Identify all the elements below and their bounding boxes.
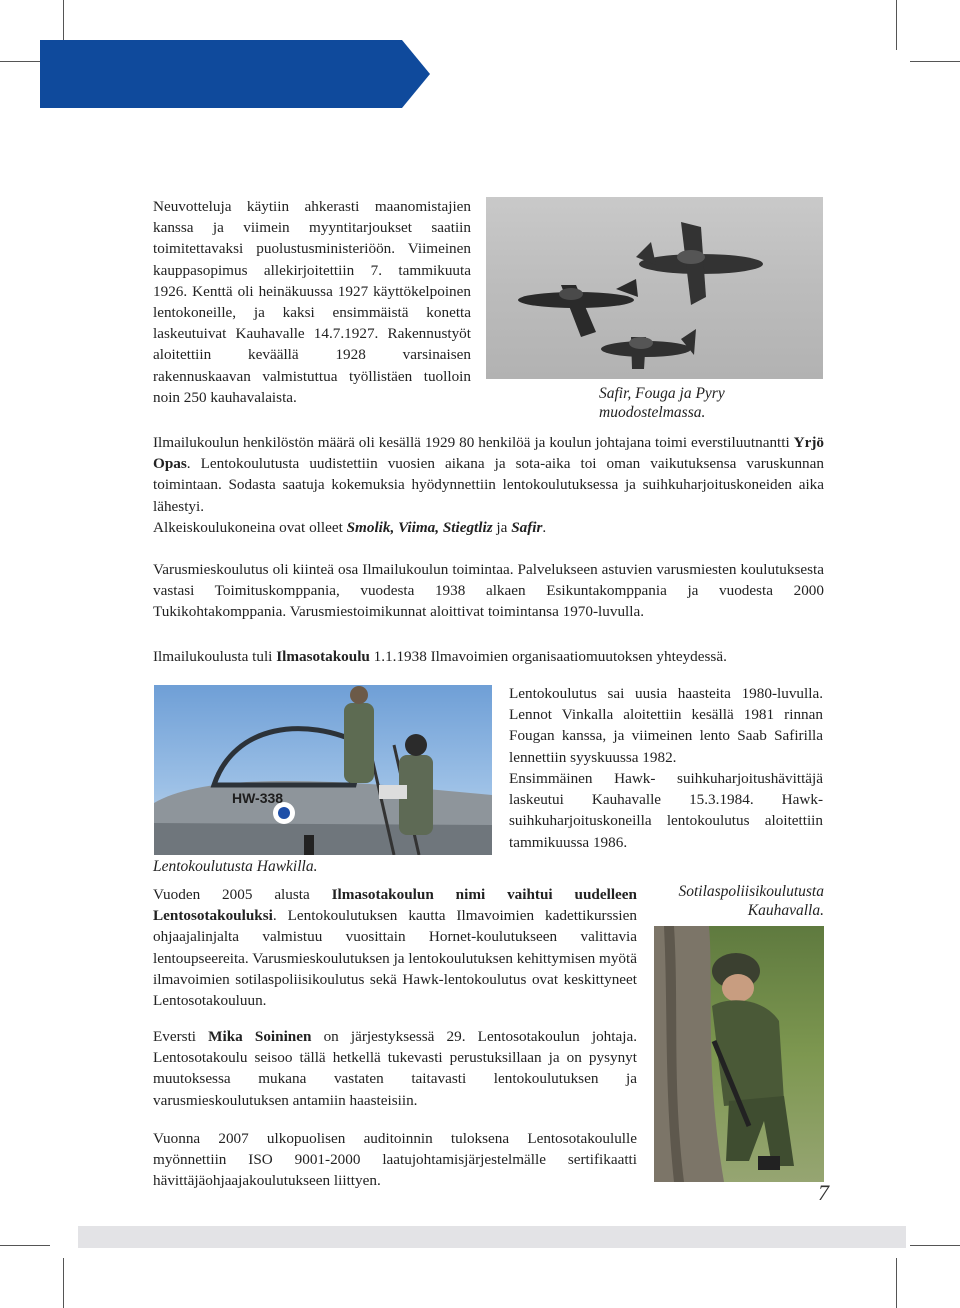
name-mika-soininen: Mika Soininen <box>208 1028 312 1045</box>
paragraph-2005-rename <box>153 884 637 1011</box>
pilot-figure <box>344 703 374 783</box>
aircraft-marking: HW-338 <box>232 790 284 806</box>
aircraft-fouga <box>518 279 638 337</box>
photo-hawk-training <box>154 685 492 855</box>
aircraft-safir <box>636 222 763 305</box>
crop-mark <box>896 1258 897 1308</box>
text: Ilmailukoulun henkilöstön määrä oli kesällä 1929 80 henkilöä ja koulun johtajana toimi everstiluutnantti <box>153 434 794 451</box>
aircraft-pyry <box>601 329 696 369</box>
text: Alkeiskoulukoneina ovat olleet <box>153 519 347 536</box>
soldier-figure <box>712 1000 784 1106</box>
paragraph-hawk-arrival: Ensimmäinen Hawk- suihkuharjoitushävittäjä laskeutui Kauhavalle 15.3.1984. Hawk-suihkuharjoituskoneilla lentokoulutus aloitettiin tammikuussa 1986. <box>509 770 823 851</box>
aircraft-names: Smolik, Viima, Stiegtliz <box>346 519 493 536</box>
text: . Lentokoulutusta uudistettiin vuosien aikana ja sota-aika toi oman vaikutuksensa varuskunnan toimintaan. Sodasta saatuja kokemuksia hyödynnettiin lentokoulutuksessa ja suihkuharjoituskoneiden aika lähestyi. <box>153 455 824 515</box>
text: Vuoden 2005 alusta <box>153 886 332 903</box>
text: Ilmailukoulusta tuli <box>153 648 277 665</box>
header-banner <box>40 40 430 108</box>
crop-mark <box>910 61 960 62</box>
photo-military-police-training <box>654 926 824 1182</box>
aircraft-safir-name: Safir <box>511 519 543 536</box>
caption-aircraft-formation: Safir, Fouga ja Pyry muodostelmassa. <box>599 385 725 421</box>
paragraph-1980s: Lentokoulutus sai uusia haasteita 1980-luvulla. Lennot Vinkalla aloitettiin kesällä 1981 rinnan Fougan kanssa, ja viimeinen lento Saab Safirilla lennettiin syyskuussa 1982. <box>509 685 823 766</box>
tree-trunk <box>654 926 724 1182</box>
footer-bar <box>78 1226 906 1248</box>
paragraph-commander <box>153 1026 637 1111</box>
crop-mark <box>896 0 897 50</box>
caption-hawk-training: Lentokoulutusta Hawkilla. <box>153 858 318 875</box>
paragraph-staff <box>153 432 824 517</box>
paragraph-iso-certification: Vuonna 2007 ulkopuolisen auditoinnin tuloksena Lentosotakoululle myönnettiin ISO 9001-2000 laatujohtamisjärjestelmälle sertifikaatti hävittäjäohjaajakoulutukseen liittyen. <box>153 1130 637 1190</box>
name-ilmasotakoulu: Ilmasotakoulu <box>276 648 370 665</box>
caption-military-police: Sotilaspoliisikoulutusta Kauhavalla. <box>678 883 824 919</box>
text: on järjestyksessä 29. Lentosotakoulun johtaja. Lentosotakoulu seisoo tällä hetkellä tukevasti perustuksillaan ja on pysynyt muutoksessa mukana vastaten taitavasti lentokoulutuksen ja varusmieskoulutuksen antamiin haasteisiin. <box>153 1028 637 1109</box>
crop-mark <box>910 1245 960 1246</box>
text: Eversti <box>153 1028 209 1045</box>
name-yrjo-opas: Yrjö Opas <box>153 434 824 473</box>
paragraph-ilmasotakoulu <box>153 646 824 667</box>
crop-mark <box>0 1245 50 1246</box>
paragraph-conscript-training: Varusmieskoulutus oli kiinteä osa Ilmailukoulun toimintaa. Palvelukseen astuvien varusmiesten koulutuksesta vastasi Toimituskomppania, vuodesta 1938 alkaen Esikuntakomppania ja vuodesta 2000 Tukikohtakomppania. Varusmiestoimikunnat aloittivat toimintansa 1970-luvulla. <box>153 561 824 621</box>
text: 1.1.1938 Ilmavoimien organisaatiomuutoksen yhteydessä. <box>369 648 727 665</box>
photo-aircraft-formation <box>486 197 823 379</box>
name-lentosotakoulu: Ilmasotakoulun nimi vaihtui uudelleen Lentosotakouluksi <box>153 886 637 925</box>
paragraph-history-intro: Neuvotteluja käytiin ahkerasti maanomistajien kanssa ja viimein myyntitarjoukset saatiin toimitettavaksi puolustusministeriöön. Viimeinen kauppasopimus allekirjoitettiin 7. tammikuuta 1926. Kenttä oli heinäkuussa 1927 käyttökelpoinen lentokoneille, ja kaksi ensimmäistä konetta laskeutuivat Kauhavalle 14.7.1927. Rakennustyöt aloitettiin keväällä 1928 varsinaisen rakennuskaavan valmistuttua työllistäen tuolloin noin 250 kauhavalaista. <box>153 198 471 406</box>
text: . <box>542 519 547 536</box>
text: ja <box>492 519 512 536</box>
page-number: 7 <box>818 1180 829 1205</box>
crop-mark <box>63 1258 64 1308</box>
text: . Lentokoulutuksen kautta Ilmavoimien kadettikurssien ohjaajalinjalta valmistuu vuosittain Hornet-koulutukseen valittavia lentoupseereita. Varusmieskoulutuksen ja lentokoulutuksen kehittymisen myötä ilmavoimien sotilaspoliisikoulutus sekä Hawk-lentokoulutus ovat keskittyneet Lentosotakouluun. <box>153 907 637 1010</box>
paragraph-basic-aircraft <box>153 517 824 538</box>
